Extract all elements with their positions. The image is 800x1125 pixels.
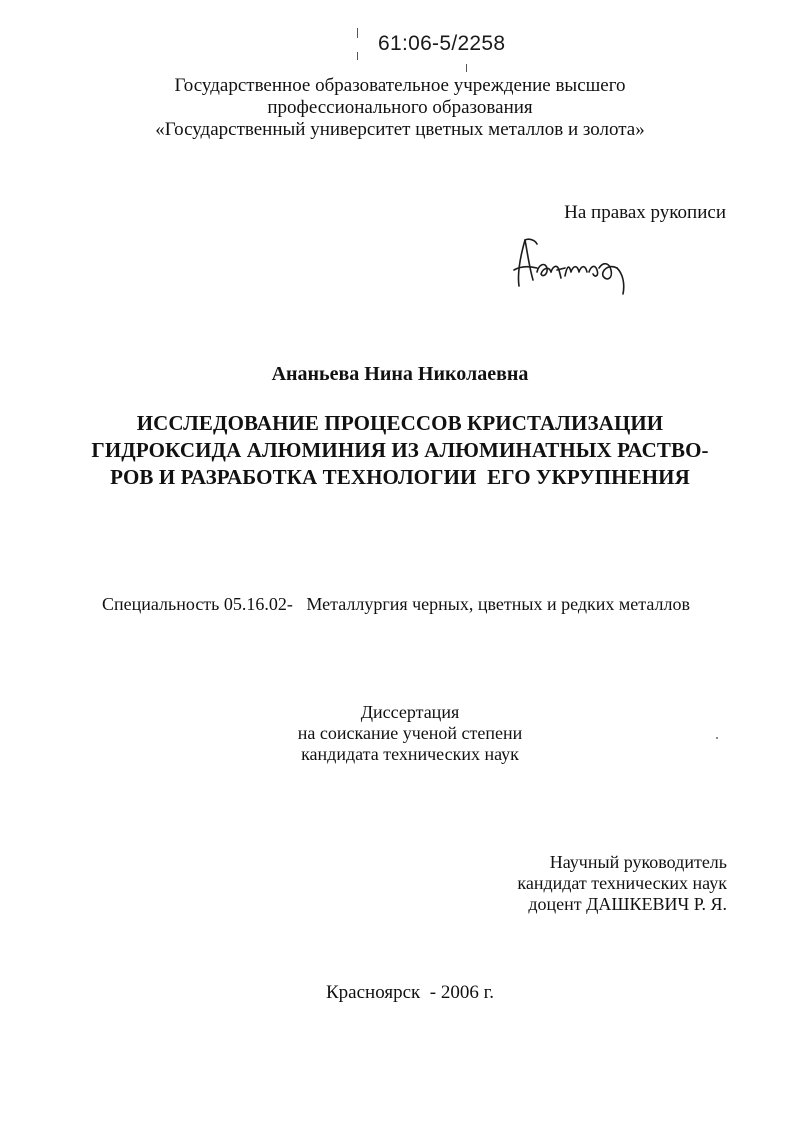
- specialty: Специальность 05.16.02- Металлургия черных, цветных и редких металлов: [102, 594, 690, 614]
- manuscript-rights: На правах рукописи: [564, 202, 726, 223]
- institution-line: «Государственный университет цветных металлов и золота»: [155, 119, 645, 140]
- dissertation-title: [70, 410, 730, 491]
- supervisor-block: [420, 852, 727, 915]
- institution-line: профессионального образования: [267, 97, 533, 118]
- supervisor-line: кандидат технических наук: [517, 873, 727, 893]
- supervisor-line: доцент ДАШКЕВИЧ Р. Я.: [528, 894, 727, 914]
- scan-mark: [357, 28, 358, 38]
- scan-speck: [716, 737, 718, 739]
- place-year: Красноярск - 2006 г.: [326, 982, 494, 1003]
- title-line: ГИДРОКСИДА АЛЮМИНИЯ ИЗ АЛЮМИНАТНЫХ РАСТВО-: [91, 438, 709, 462]
- handwritten-signature-icon: [505, 228, 640, 298]
- title-line: РОВ И РАЗРАБОТКА ТЕХНОЛОГИИ ЕГО УКРУПНЕНИЯ: [110, 465, 690, 489]
- dissertation-line: кандидата технических наук: [301, 744, 519, 764]
- title-line: ИССЛЕДОВАНИЕ ПРОЦЕССОВ КРИСТАЛИЗАЦИИ: [136, 411, 664, 435]
- dissertation-line: Диссертация: [360, 702, 460, 722]
- scan-mark: [357, 52, 358, 60]
- catalog-number: 61:06-5/2258: [378, 32, 506, 55]
- dissertation-line: на соискание ученой степени: [297, 723, 523, 743]
- supervisor-line: Научный руководитель: [549, 852, 727, 872]
- author-name: Ананьева Нина Николаевна: [271, 363, 529, 385]
- institution-block: [100, 75, 700, 141]
- institution-line: Государственное образовательное учреждение высшего: [174, 75, 626, 96]
- scan-mark: [466, 64, 467, 72]
- dissertation-type: [200, 702, 620, 765]
